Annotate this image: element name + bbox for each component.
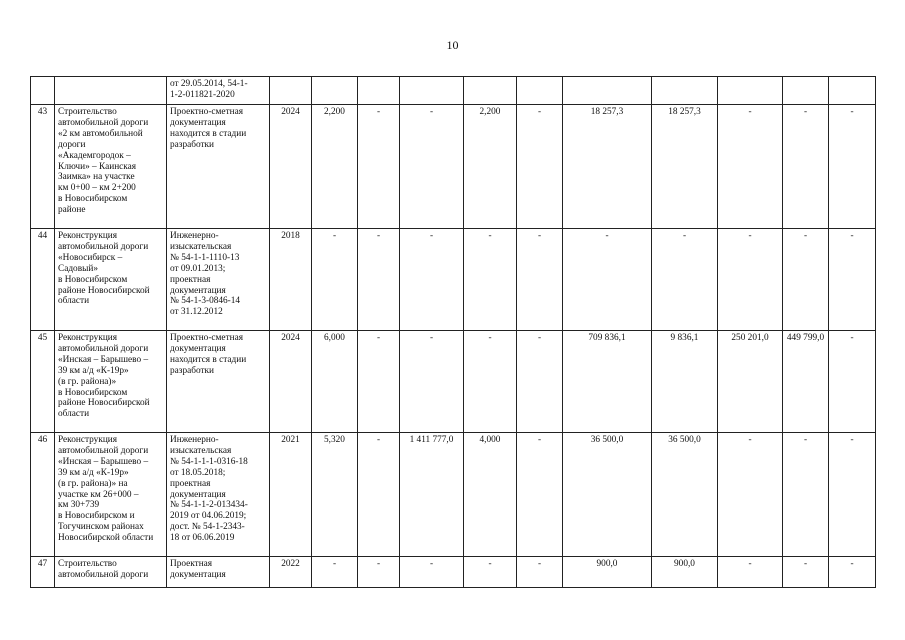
table-row [31, 105, 876, 229]
value-cell [783, 77, 829, 105]
data-table [30, 76, 876, 588]
row-number-cell: 45 [31, 331, 55, 433]
value-cell: - [400, 557, 464, 588]
value-cell: - [829, 433, 876, 557]
value-cell: - [358, 331, 400, 433]
value-cell: 709 836,1 [563, 331, 652, 433]
row-number-cell: 46 [31, 433, 55, 557]
value-cell: - [783, 105, 829, 229]
value-cell [517, 77, 563, 105]
page-number: 10 [446, 38, 459, 52]
value-cell: - [358, 105, 400, 229]
value-cell: - [718, 105, 783, 229]
value-cell: - [718, 433, 783, 557]
value-cell: - [517, 557, 563, 588]
value-cell: - [829, 557, 876, 588]
value-cell [829, 77, 876, 105]
value-cell: - [652, 229, 718, 331]
value-cell [400, 77, 464, 105]
value-cell: 4,000 [464, 433, 517, 557]
value-cell: - [358, 229, 400, 331]
documentation-cell: Проектно-сметная документация находится в стадии разработки [167, 331, 270, 433]
value-cell: 5,320 [312, 433, 358, 557]
value-cell: 2,200 [312, 105, 358, 229]
row-number-cell: 44 [31, 229, 55, 331]
value-cell: 449 799,0 [783, 331, 829, 433]
value-cell [563, 77, 652, 105]
value-cell [312, 77, 358, 105]
value-cell: - [400, 331, 464, 433]
value-cell [652, 77, 718, 105]
object-name-cell: Реконструкция автомобильной дороги «Инская – Барышево – 39 км а/д «К-19р» (в гр. района)» в Новосибирском районе Новосибирской области [55, 331, 167, 433]
value-cell: - [358, 557, 400, 588]
value-cell: 9 836,1 [652, 331, 718, 433]
table-row [31, 331, 876, 433]
value-cell: - [517, 433, 563, 557]
object-name-cell: Реконструкция автомобильной дороги «Инская – Барышево – 39 км а/д «К-19р» (в гр. района)» на участке км 26+000 – км 30+739 в Новосибирском и Тогучинском районах Новосибирской области [55, 433, 167, 557]
documentation-cell: от 29.05.2014, 54-1- 1-2-011821-2020 [167, 77, 270, 105]
value-cell: - [312, 557, 358, 588]
documentation-cell: Проектно-сметная документация находится в стадии разработки [167, 105, 270, 229]
value-cell: 2018 [270, 229, 312, 331]
value-cell: 36 500,0 [563, 433, 652, 557]
value-cell: 6,000 [312, 331, 358, 433]
documentation-cell: Инженерно- изыскательская № 54-1-1-1-0316-18 от 18.05.2018; проектная документация № 54-1-1-2-013434- 2019 от 04.06.2019; дост. № 54-1-2343- 18 от 06.06.2019 [167, 433, 270, 557]
value-cell: 900,0 [563, 557, 652, 588]
value-cell: - [517, 105, 563, 229]
documentation-cell: Проектная документация [167, 557, 270, 588]
value-cell: 18 257,3 [563, 105, 652, 229]
value-cell: - [783, 557, 829, 588]
value-cell: 36 500,0 [652, 433, 718, 557]
value-cell: 2,200 [464, 105, 517, 229]
value-cell: 2021 [270, 433, 312, 557]
value-cell [464, 77, 517, 105]
value-cell: - [829, 229, 876, 331]
object-name-cell: Строительство автомобильной дороги [55, 557, 167, 588]
value-cell: 1 411 777,0 [400, 433, 464, 557]
value-cell: - [783, 229, 829, 331]
value-cell: 2024 [270, 331, 312, 433]
object-name-cell: Реконструкция автомобильной дороги «Новосибирск – Садовый» в Новосибирском районе Новосибирской области [55, 229, 167, 331]
value-cell [270, 77, 312, 105]
value-cell: - [464, 557, 517, 588]
table-row [31, 557, 876, 588]
value-cell: - [517, 331, 563, 433]
table-row [31, 77, 876, 105]
value-cell: - [312, 229, 358, 331]
value-cell [718, 77, 783, 105]
value-cell: - [718, 229, 783, 331]
value-cell: - [400, 229, 464, 331]
value-cell: - [829, 105, 876, 229]
row-number-cell [31, 77, 55, 105]
value-cell: 2022 [270, 557, 312, 588]
value-cell: - [358, 433, 400, 557]
value-cell: - [829, 331, 876, 433]
value-cell: 18 257,3 [652, 105, 718, 229]
value-cell: 900,0 [652, 557, 718, 588]
value-cell: - [718, 557, 783, 588]
documentation-cell: Инженерно- изыскательская № 54-1-1-1110-13 от 09.01.2013; проектная документация № 54-1-3-0846-14 от 31.12.2012 [167, 229, 270, 331]
row-number-cell: 47 [31, 557, 55, 588]
value-cell: - [517, 229, 563, 331]
value-cell: - [400, 105, 464, 229]
value-cell: - [563, 229, 652, 331]
value-cell: - [783, 433, 829, 557]
value-cell [358, 77, 400, 105]
object-name-cell: Строительство автомобильной дороги «2 км автомобильной дороги «Академгородок – Ключи» – Каинская Заимка» на участке км 0+00 – км 2+200 в Новосибирском районе [55, 105, 167, 229]
value-cell: - [464, 331, 517, 433]
table-body [31, 77, 876, 588]
table-row [31, 433, 876, 557]
value-cell: 250 201,0 [718, 331, 783, 433]
value-cell: - [464, 229, 517, 331]
value-cell: 2024 [270, 105, 312, 229]
object-name-cell [55, 77, 167, 105]
row-number-cell: 43 [31, 105, 55, 229]
table-row [31, 229, 876, 331]
